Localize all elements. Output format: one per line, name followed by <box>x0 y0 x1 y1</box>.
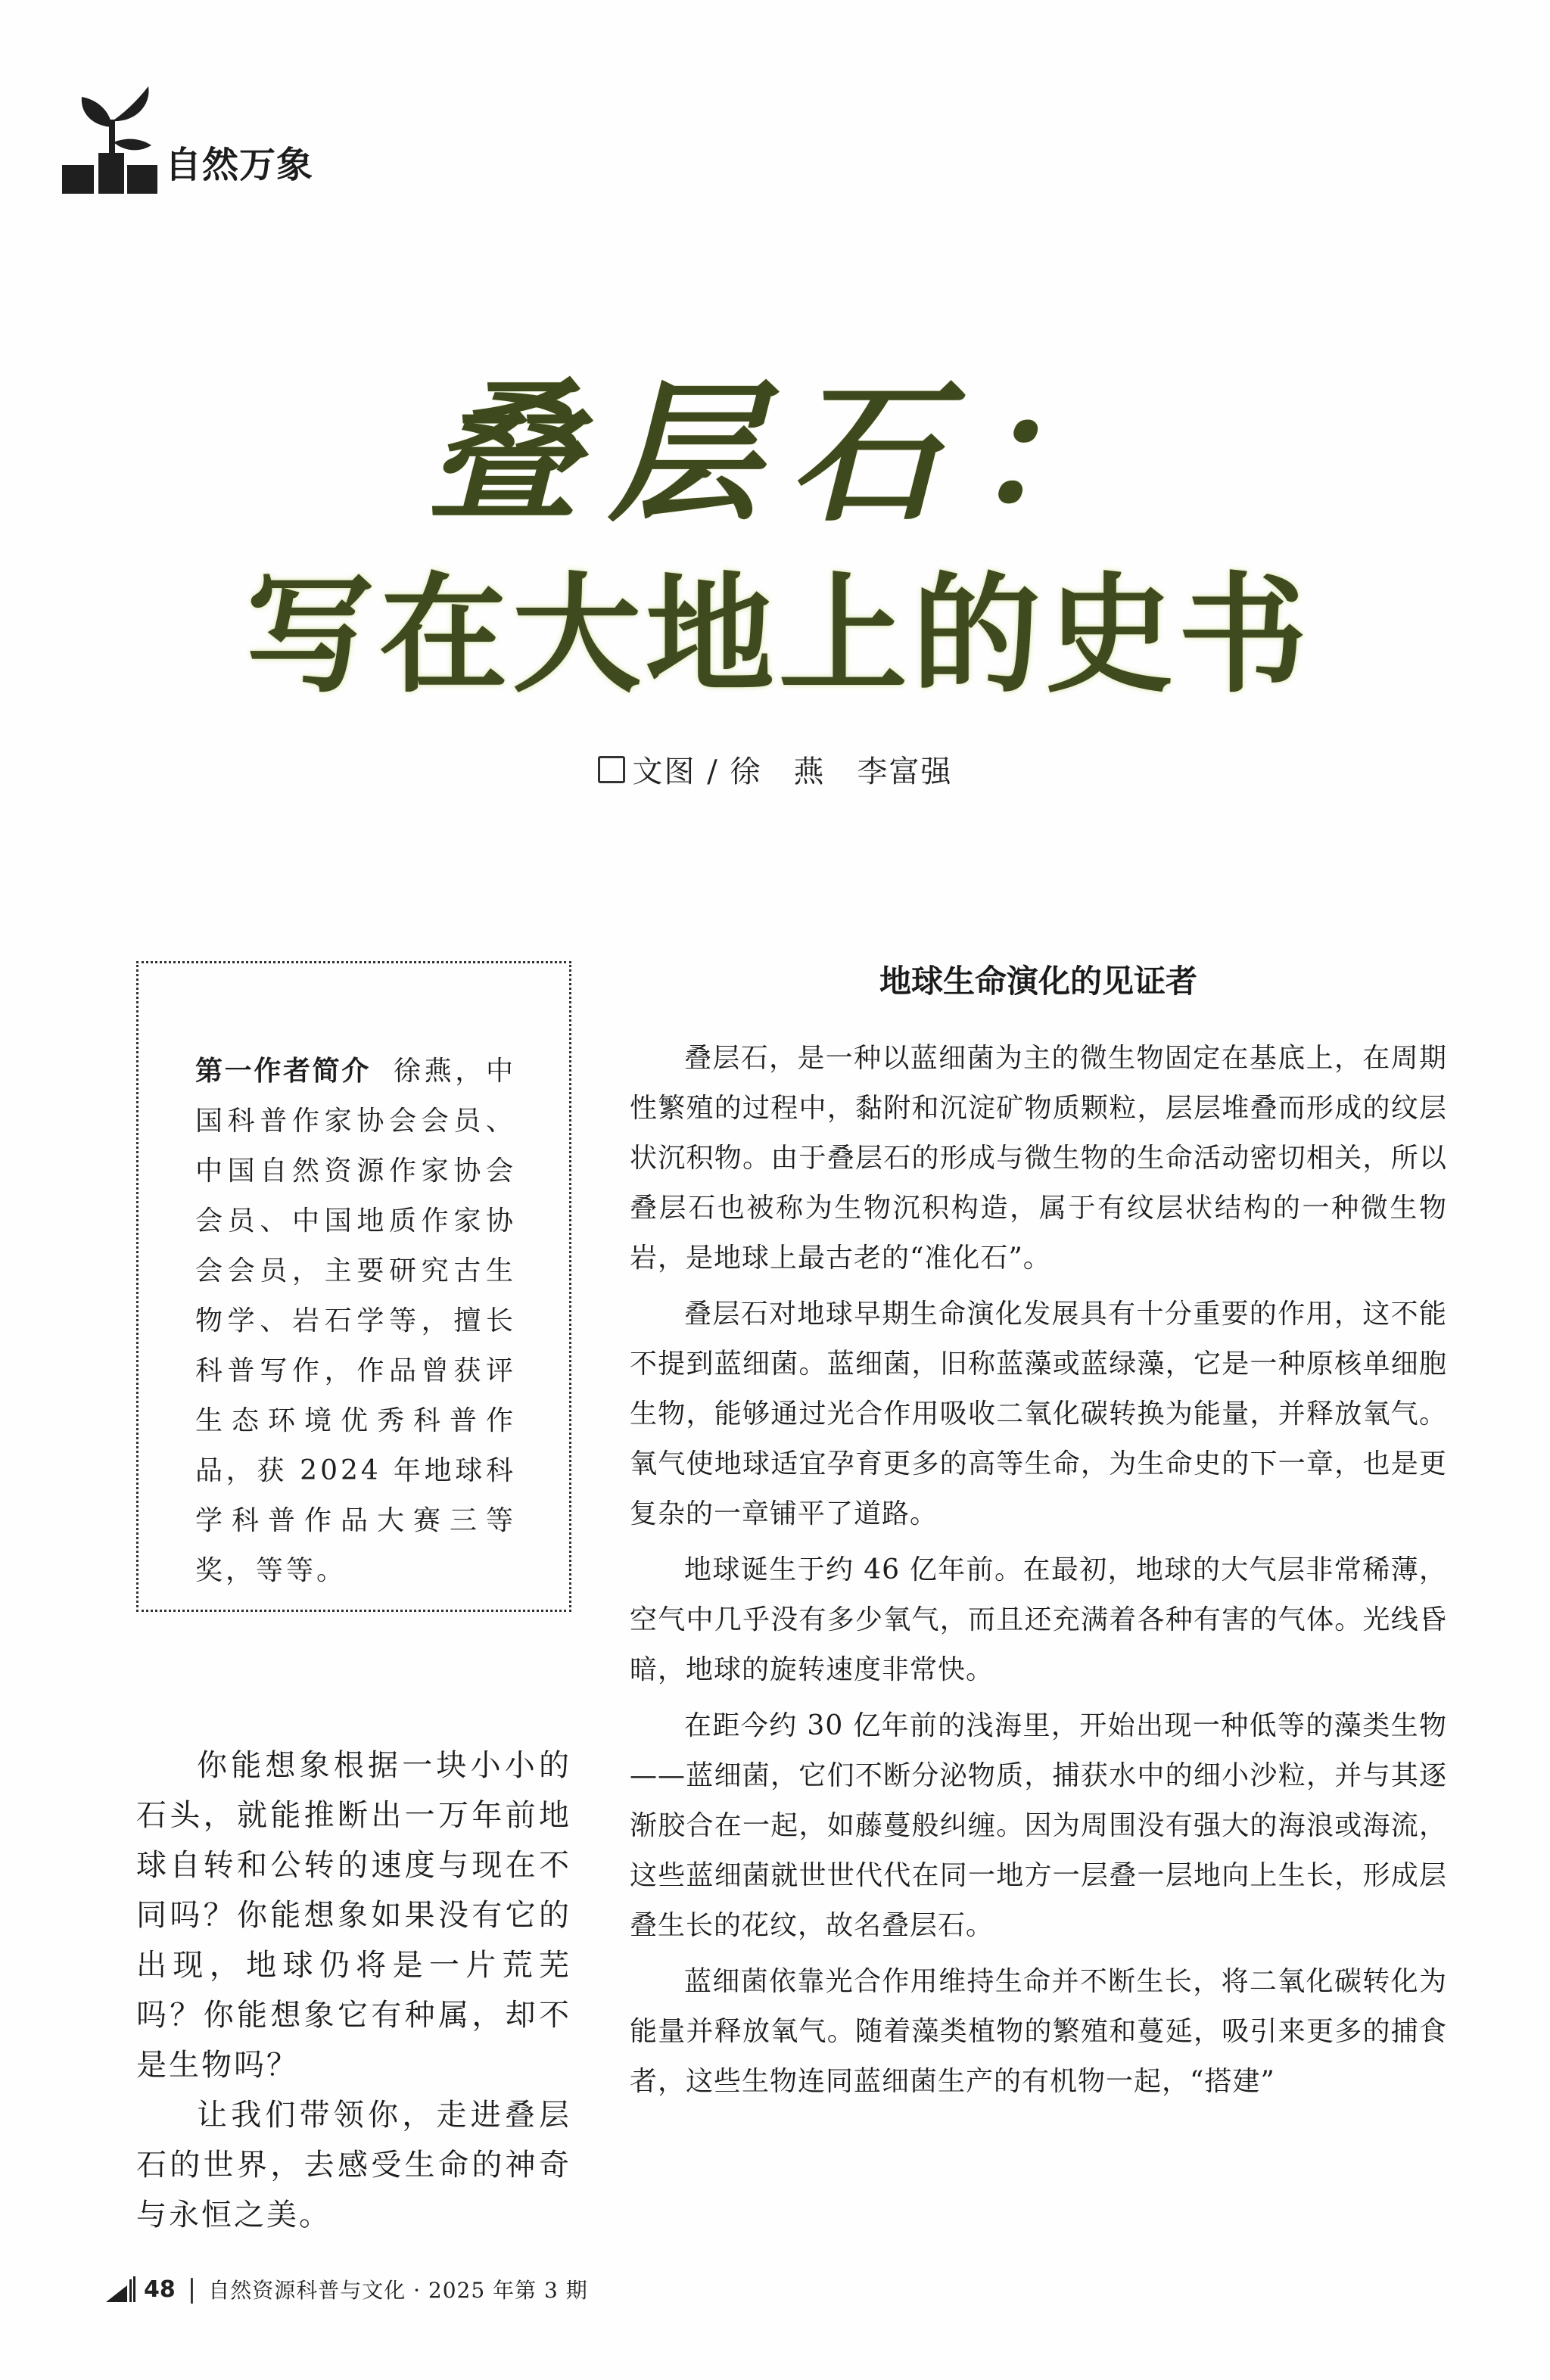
intro-paragraph: 你能想象根据一块小小的石头，就能推断出一万年前地球自转和公转的速度与现在不同吗？你能想象如果没有它的出现，地球仍将是一片荒芜吗？你能想象它有种属，却不是生物吗？ <box>136 1748 571 2083</box>
body-paragraph: 地球诞生于约 46 亿年前。在最初，地球的大气层非常稀薄，空气中几乎没有多少氧气，而且还充满着各种有害的气体。光线昏暗，地球的旋转速度非常快。 <box>630 1554 1447 1685</box>
body-text <box>630 1034 1447 2107</box>
author-bio-box <box>136 961 571 1612</box>
section-header <box>61 83 313 197</box>
sprout-on-blocks-icon <box>61 83 159 197</box>
intro-text <box>136 1741 571 2240</box>
article-title <box>0 363 1550 711</box>
main-column <box>630 955 1447 2113</box>
page-footer <box>106 2274 588 2304</box>
intro-paragraph: 让我们带领你，走进叠层石的世界，去感受生命的神奇与永恒之美。 <box>136 2098 571 2232</box>
body-paragraph: 叠层石，是一种以蓝细菌为主的微生物固定在基底上，在周期性繁殖的过程中，黏附和沉淀矿物质颗粒，层层堆叠而形成的纹层状沉积物。由于叠层石的形成与微生物的生命活动密切相关，所以叠层石也被称为生物沉积构造，属于有纹层状结构的一种微生物岩，是地球上最古老的“准化石”。 <box>630 1043 1447 1274</box>
title-line-2: 写在大地上的史书 <box>245 561 1312 711</box>
body-paragraph: 叠层石对地球早期生命演化发展具有十分重要的作用，这不能不提到蓝细菌。蓝细菌，旧称蓝藻或蓝绿藻，它是一种原核单细胞生物，能够通过光合作用吸收二氧化碳转换为能量，并释放氧气。氧气使地球适宜孕育更多的高等生命，为生命史的下一章，也是更复杂的一章铺平了道路。 <box>630 1299 1447 1529</box>
byline-text: 文图 / 徐 燕 李富强 <box>632 754 953 789</box>
byline <box>0 748 1550 791</box>
footer-divider: | <box>187 2274 197 2304</box>
section-label: 自然万象 <box>165 144 314 186</box>
body-paragraph: 在距今约 30 亿年前的浅海里，开始出现一种低等的藻类生物——蓝细菌，它们不断分泌物质，捕获水中的细小沙粒，并与其逐渐胶合在一起，如藤蔓般纠缠。因为周围没有强大的海浪或海流，这些蓝细菌就世世代代在同一地方一层叠一层地向上生长，形成层叠生长的花纹，故名叠层石。 <box>630 1710 1447 1941</box>
author-bio-text: 徐燕，中国科普作家协会会员、中国自然资源作家协会会员、中国地质作家协会会员，主要研究古生物学、岩石学等，擅长科普写作，作品曾获评生态环境优秀科普作品，获 2024 年地球科学科普作品大赛三等奖，等等。 <box>195 1056 516 1586</box>
byline-square-icon <box>598 756 625 783</box>
journal-name: 自然资源科普与文化 · 2025 年第 3 期 <box>208 2278 588 2303</box>
section-subheading: 地球生命演化的见证者 <box>879 963 1197 1000</box>
title-line-1: 叠层石： <box>426 365 1153 543</box>
body-paragraph: 蓝细菌依靠光合作用维持生命并不断生长，将二氧化碳转化为能量并释放氧气。随着藻类植物的繁殖和蔓延，吸引来更多的捕食者，这些生物连同蓝细菌生产的有机物一起，“搭建” <box>630 1966 1447 2097</box>
signal-bars-icon <box>106 2276 138 2302</box>
author-bio-label: 第一作者简介 <box>195 1056 371 1087</box>
page-number: 48 <box>144 2276 176 2303</box>
